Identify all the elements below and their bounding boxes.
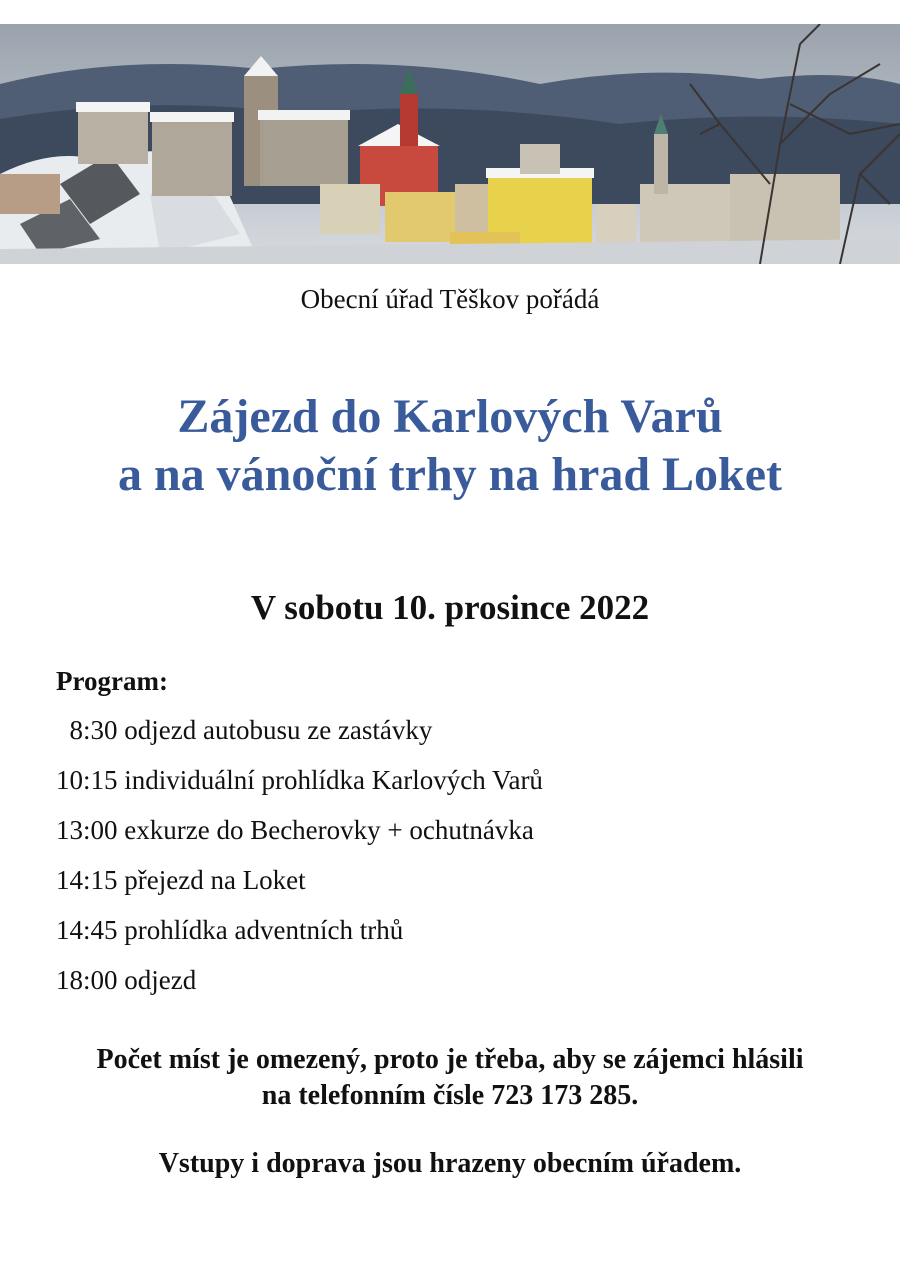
organizer-line: Obecní úřad Těškov pořádá bbox=[300, 284, 600, 314]
program-item bbox=[56, 964, 543, 1014]
program-time: 10:15 bbox=[56, 765, 118, 795]
program-text: prohlídka adventních trhů bbox=[124, 915, 404, 945]
program-time: 14:45 bbox=[56, 915, 118, 945]
program-time: 14:15 bbox=[56, 865, 118, 895]
event-date: V sobotu 10. prosince 2022 bbox=[250, 588, 650, 627]
banner-photo bbox=[0, 24, 900, 264]
program-time: 8:30 bbox=[56, 715, 118, 745]
program-item bbox=[56, 814, 543, 864]
program-text: odjezd bbox=[124, 965, 197, 995]
program-heading: Program: bbox=[56, 666, 168, 696]
capacity-notice bbox=[0, 1042, 900, 1114]
capacity-notice-line-2: na telefonním čísle 723 173 285. bbox=[261, 1080, 639, 1111]
program-item bbox=[56, 864, 543, 914]
program-list bbox=[56, 714, 543, 1014]
program-item bbox=[56, 714, 543, 764]
capacity-notice-line-1: Počet míst je omezený, proto je třeba, aby se zájemci hlásili bbox=[96, 1044, 804, 1075]
event-title-line-1: Zájezd do Karlových Varů bbox=[177, 390, 723, 443]
program-item bbox=[56, 764, 543, 814]
program-text: odjezd autobusu ze zastávky bbox=[124, 715, 433, 745]
program-time: 18:00 bbox=[56, 965, 118, 995]
program-time: 13:00 bbox=[56, 815, 118, 845]
event-title bbox=[0, 388, 900, 504]
program-text: přejezd na Loket bbox=[124, 865, 306, 895]
payment-note: Vstupy i doprava jsou hrazeny obecním úřadem. bbox=[158, 1148, 742, 1179]
program-item bbox=[56, 914, 543, 964]
program-text: exkurze do Becherovky + ochutnávka bbox=[124, 815, 534, 845]
event-title-line-2: a na vánoční trhy na hrad Loket bbox=[117, 448, 783, 501]
program-text: individuální prohlídka Karlových Varů bbox=[124, 765, 543, 795]
